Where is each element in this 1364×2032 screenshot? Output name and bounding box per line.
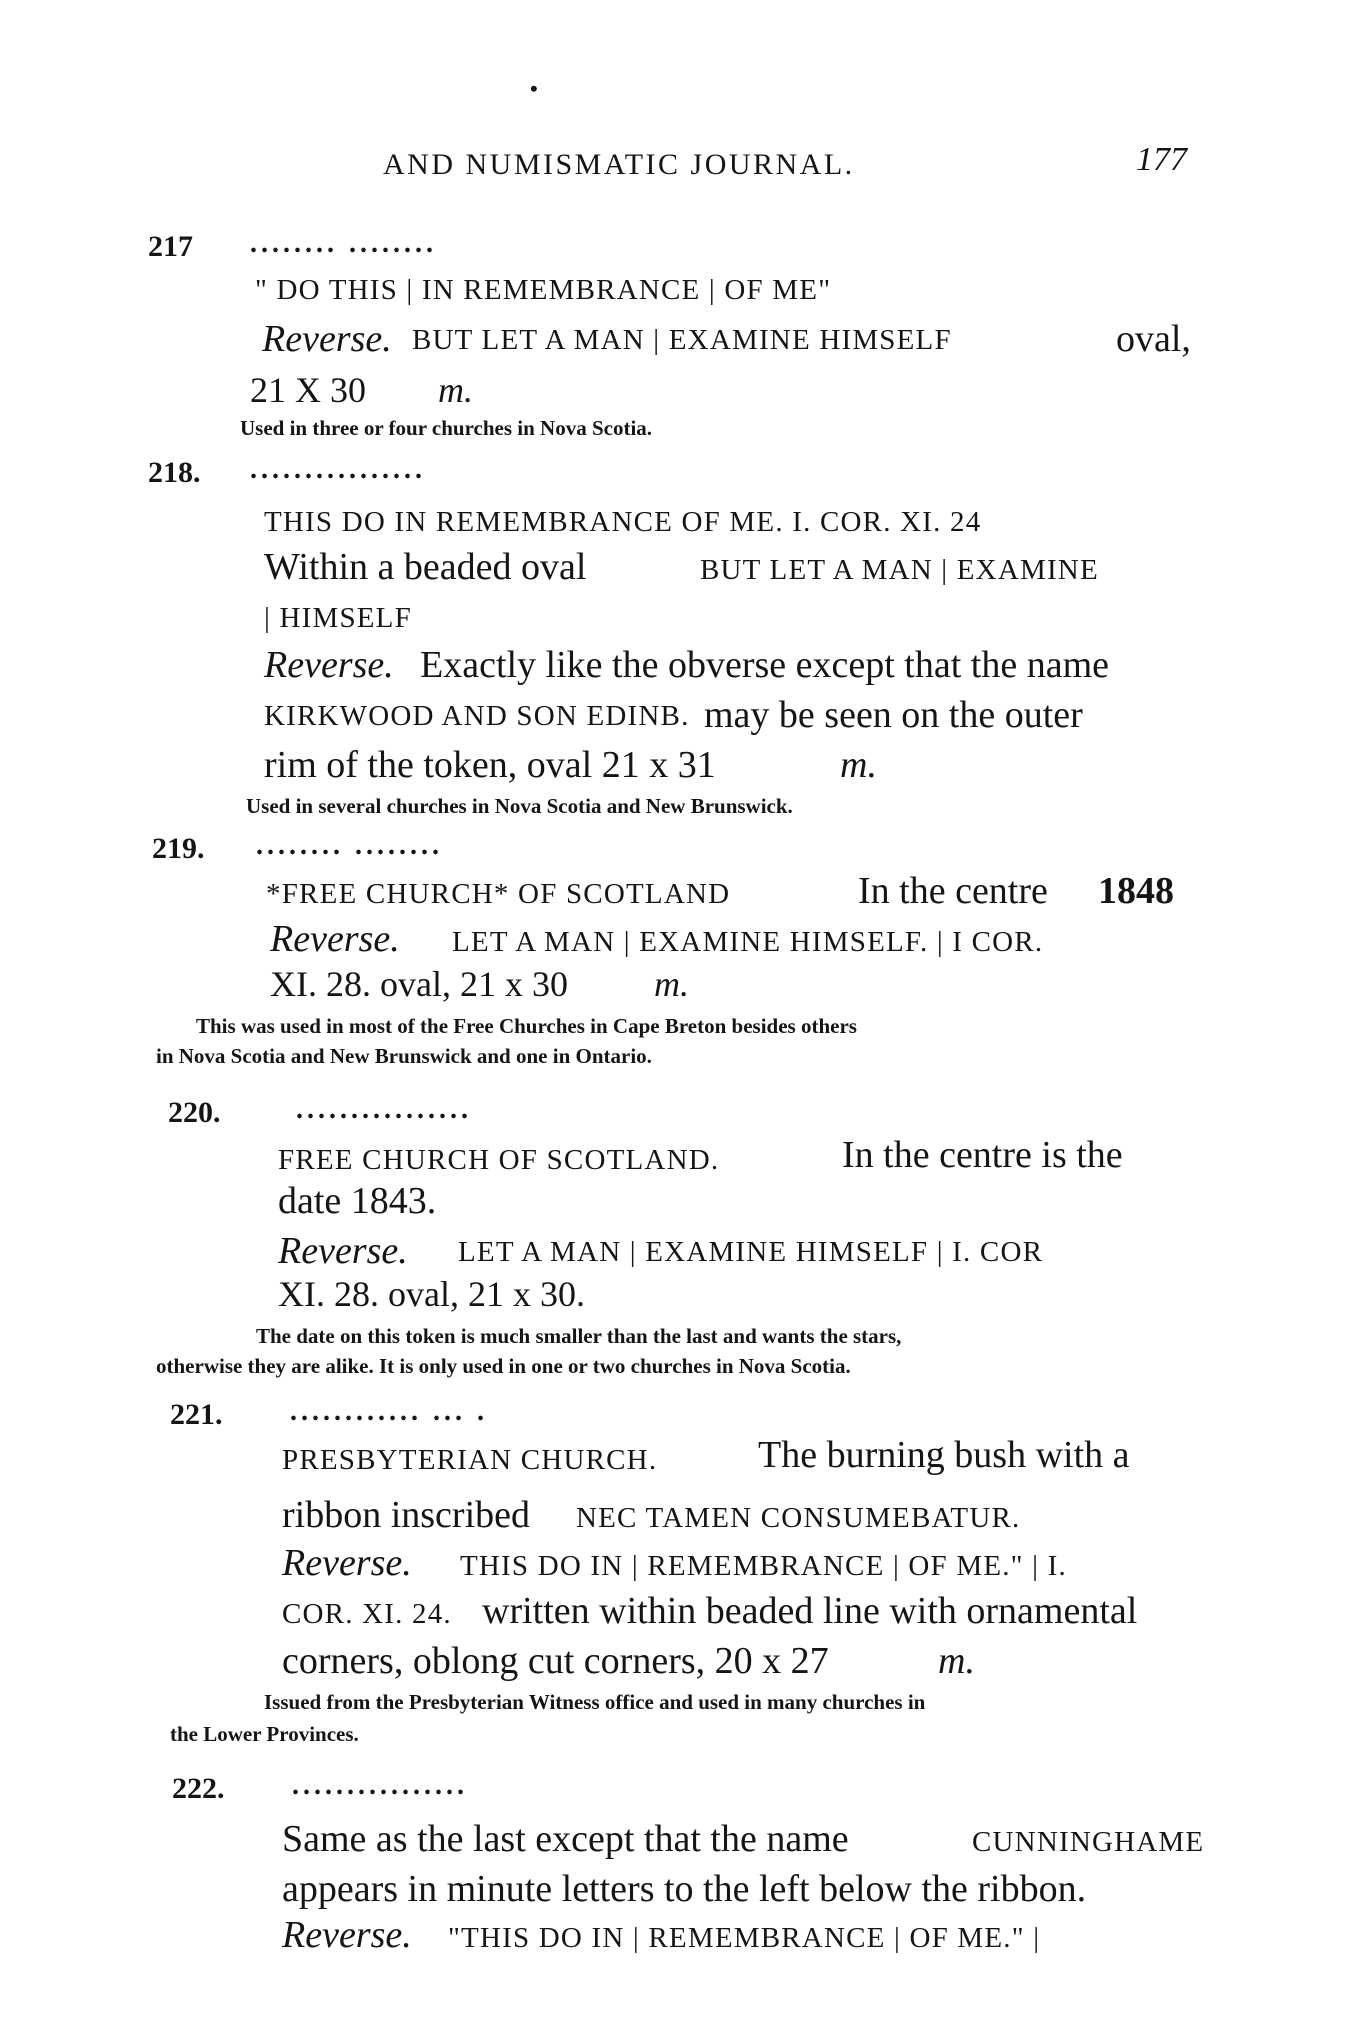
obverse-text: FREE CHURCH OF SCOTLAND. [278, 1144, 720, 1176]
unit-text: m. [654, 964, 689, 1004]
obverse-text-2b: BUT LET A MAN | EXAMINE [700, 554, 1099, 586]
obverse-text-2a: Within a beaded oval [264, 546, 587, 588]
reverse-text-2b: written within beaded line with ornamental [482, 1590, 1138, 1632]
reverse-text: THIS DO IN | REMEMBRANCE | OF ME." | I. [460, 1550, 1067, 1582]
reverse-text-2: XI. 28. oval, 21 x 30. [278, 1274, 585, 1314]
reverse-tail: oval, [1116, 318, 1191, 360]
obverse-text: *FREE CHURCH* OF SCOTLAND [266, 878, 731, 910]
entry-leader: ................ [250, 454, 426, 485]
obverse-text-2a: ribbon inscribed [282, 1494, 531, 1536]
entry-number: 221. [170, 1398, 223, 1431]
entry-number: 222. [172, 1772, 225, 1805]
reverse-text-2b: may be seen on the outer [704, 694, 1083, 736]
reverse-label: Reverse. [282, 1542, 412, 1584]
obverse-text-b: In the centre [858, 870, 1048, 912]
entry-number: 217 [148, 230, 193, 263]
obverse-text-2b: NEC TAMEN CONSUMEBATUR. [576, 1502, 1021, 1534]
reverse-label: Reverse. [270, 918, 400, 960]
reverse-text-2: XI. 28. oval, 21 x 30 [270, 964, 568, 1004]
reverse-text-2a: COR. XI. 24. [282, 1598, 452, 1630]
reverse-text-3: rim of the token, oval 21 x 31 [264, 744, 716, 786]
obverse-date: 1848 [1098, 870, 1174, 912]
unit-text: m. [438, 370, 473, 410]
reverse-label: Reverse. [282, 1914, 412, 1956]
entry-leader: ................ [296, 1094, 472, 1125]
entry-note: Used in several churches in Nova Scotia and New Brunswick. [246, 794, 793, 818]
obverse-text-b: In the centre is the [842, 1134, 1123, 1176]
reverse-label: Reverse. [262, 318, 392, 360]
entry-number: 219. [152, 832, 205, 865]
entry-number: 220. [168, 1096, 221, 1129]
obverse-text: THIS DO IN REMEMBRANCE OF ME. I. COR. XI. 24 [264, 506, 982, 538]
size-text: 21 X 30 [250, 370, 366, 410]
obverse-text: PRESBYTERIAN CHURCH. [282, 1444, 658, 1476]
obverse-text-b: The burning bush with a [758, 1434, 1130, 1476]
reverse-text: LET A MAN | EXAMINE HIMSELF | I. COR [458, 1236, 1044, 1268]
unit-text: m. [840, 744, 877, 786]
entry-note-2: the Lower Provinces. [170, 1722, 359, 1746]
reverse-text: LET A MAN | EXAMINE HIMSELF. | I COR. [452, 926, 1044, 958]
reverse-text: "THIS DO IN | REMEMBRANCE | OF ME." | [448, 1922, 1041, 1954]
entry-note-2: otherwise they are alike. It is only used in one or two churches in Nova Scotia. [156, 1354, 851, 1378]
reverse-label: Reverse. [278, 1230, 408, 1272]
entry-note-2: in Nova Scotia and New Brunswick and one in Ontario. [156, 1044, 652, 1068]
entry-leader: ............ ... . [290, 1396, 488, 1427]
obverse-text-2: date 1843. [278, 1180, 437, 1222]
entry-note-1: The date on this token is much smaller than the last and wants the stars, [256, 1324, 902, 1348]
entry-number: 218. [148, 456, 201, 489]
obverse-text-3: | HIMSELF [264, 602, 412, 634]
entry-leader: ........ ........ [250, 228, 437, 259]
entry-note-1: This was used in most of the Free Churches in Cape Breton besides others [196, 1014, 857, 1038]
obverse-text-b: CUNNINGHAME [972, 1826, 1205, 1858]
reverse-text: Exactly like the obverse except that the name [420, 644, 1109, 686]
page-number: 177 [1136, 141, 1187, 178]
entry-leader: ................ [292, 1770, 468, 1801]
entry-note: Used in three or four churches in Nova Scotia. [240, 416, 653, 440]
obverse-text-2: appears in minute letters to the left below the ribbon. [282, 1868, 1087, 1910]
reverse-label: Reverse. [264, 644, 394, 686]
entry-note-1: Issued from the Presbyterian Witness office and used in many churches in [264, 1690, 926, 1714]
header-mark: • [530, 76, 538, 101]
running-title: AND NUMISMATIC JOURNAL. [383, 148, 855, 181]
reverse-text-2a: KIRKWOOD AND SON EDINB. [264, 700, 690, 732]
reverse-text: BUT LET A MAN | EXAMINE HIMSELF [412, 324, 952, 356]
obverse-text: " DO THIS | IN REMEMBRANCE | OF ME" [255, 274, 832, 306]
unit-text: m. [938, 1640, 975, 1682]
obverse-text: Same as the last except that the name [282, 1818, 849, 1860]
reverse-text-3: corners, oblong cut corners, 20 x 27 [282, 1640, 829, 1682]
entry-leader: ........ ........ [256, 830, 443, 861]
